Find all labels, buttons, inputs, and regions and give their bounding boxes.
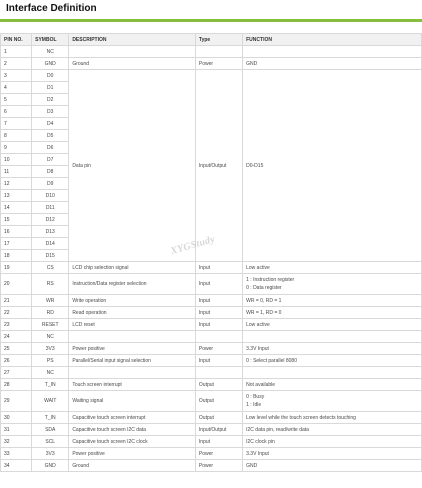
table-header: [1, 34, 422, 46]
pin-symbol: 3V3: [32, 448, 69, 460]
table-header-row: [1, 34, 422, 46]
pin-number: 4: [1, 82, 32, 94]
pin-number: 10: [1, 154, 32, 166]
pin-number: 31: [1, 424, 32, 436]
data-pin-type: Input/Output: [195, 70, 242, 262]
table-row: [1, 460, 422, 472]
pin-symbol: GND: [32, 58, 69, 70]
table-row: [1, 355, 422, 367]
pin-number: 5: [1, 94, 32, 106]
pin-symbol: D4: [32, 118, 69, 130]
data-pin-description: Data pin: [69, 70, 196, 262]
pin-symbol: D2: [32, 94, 69, 106]
pin-type: Input: [195, 262, 242, 274]
table-row: [1, 295, 422, 307]
pin-number: 28: [1, 379, 32, 391]
pin-type: Input: [195, 436, 242, 448]
pin-symbol: D5: [32, 130, 69, 142]
pin-number: 33: [1, 448, 32, 460]
pin-number: 7: [1, 118, 32, 130]
pin-type: Input: [195, 295, 242, 307]
pin-description: [69, 46, 196, 58]
header-function: FUNCTION: [243, 34, 422, 46]
pin-type: Output: [195, 412, 242, 424]
pin-description: Write operation: [69, 295, 196, 307]
pin-symbol: D3: [32, 106, 69, 118]
pin-symbol: D0: [32, 70, 69, 82]
table-row: [1, 343, 422, 355]
pin-symbol: WAIT: [32, 391, 69, 412]
pin-function: WR = 0, RD = 1: [243, 295, 422, 307]
pin-number: 25: [1, 343, 32, 355]
pin-number: 16: [1, 226, 32, 238]
data-pin-function: D0-D15: [243, 70, 422, 262]
pin-function: Low active: [243, 262, 422, 274]
pin-number: 14: [1, 202, 32, 214]
pin-symbol: NC: [32, 46, 69, 58]
pin-type: [195, 367, 242, 379]
pin-symbol: WR: [32, 295, 69, 307]
pin-number: 12: [1, 178, 32, 190]
pin-description: Read operation: [69, 307, 196, 319]
function-line: 0 : Data register: [246, 285, 282, 291]
table-row: [1, 262, 422, 274]
pin-function: 3.3V Input: [243, 343, 422, 355]
pin-symbol: D8: [32, 166, 69, 178]
pin-type: Output: [195, 391, 242, 412]
pin-type: Power: [195, 58, 242, 70]
pin-number: 30: [1, 412, 32, 424]
table-row: [1, 379, 422, 391]
table-row: [1, 319, 422, 331]
pin-symbol: D7: [32, 154, 69, 166]
page-title: Interface Definition: [6, 3, 97, 14]
pin-type: [195, 331, 242, 343]
pin-function: 0 : Select parallel 8080: [243, 355, 422, 367]
pin-symbol: D11: [32, 202, 69, 214]
table-row: [1, 448, 422, 460]
pin-type: Input: [195, 274, 242, 295]
table-row: [1, 70, 422, 82]
table-row: [1, 436, 422, 448]
pin-number: 3: [1, 70, 32, 82]
header-description: DESCRIPTION: [69, 34, 196, 46]
pin-number: 18: [1, 250, 32, 262]
pin-number: 29: [1, 391, 32, 412]
pin-number: 17: [1, 238, 32, 250]
pin-description: LCD chip selection signal: [69, 262, 196, 274]
pin-number: 32: [1, 436, 32, 448]
pin-function: Low level while the touch screen detects touching: [243, 412, 422, 424]
pin-description: Ground: [69, 460, 196, 472]
pin-number: 27: [1, 367, 32, 379]
pin-symbol: CS: [32, 262, 69, 274]
pin-description: Capacitive touch screen interrupt: [69, 412, 196, 424]
pin-number: 6: [1, 106, 32, 118]
pin-symbol: RESET: [32, 319, 69, 331]
table-row: [1, 424, 422, 436]
pin-number: 15: [1, 214, 32, 226]
table-row: [1, 367, 422, 379]
pin-description: Parallel/Serial input signal selection: [69, 355, 196, 367]
pin-number: 23: [1, 319, 32, 331]
pin-symbol: SDA: [32, 424, 69, 436]
pin-number: 8: [1, 130, 32, 142]
table-row: [1, 46, 422, 58]
header-symbol: SYMBOL: [32, 34, 69, 46]
pin-symbol: D6: [32, 142, 69, 154]
title-divider: [0, 19, 422, 22]
function-line: 1 : Idle: [246, 402, 262, 408]
pin-symbol: 3V3: [32, 343, 69, 355]
pin-function: Low active: [243, 319, 422, 331]
table-row: [1, 307, 422, 319]
pin-number: 26: [1, 355, 32, 367]
pin-symbol: D12: [32, 214, 69, 226]
pin-description: LCD reset: [69, 319, 196, 331]
pin-number: 20: [1, 274, 32, 295]
pin-type: Power: [195, 343, 242, 355]
pin-number: 9: [1, 142, 32, 154]
pin-type: Power: [195, 448, 242, 460]
pin-function: GND: [243, 460, 422, 472]
pin-symbol: T_IN: [32, 379, 69, 391]
pin-number: 11: [1, 166, 32, 178]
interface-definition-table: [0, 33, 422, 472]
pin-symbol: NC: [32, 331, 69, 343]
pin-number: 19: [1, 262, 32, 274]
pin-description: [69, 367, 196, 379]
pin-description: Instruction/Data register selection: [69, 274, 196, 295]
pin-function: [243, 367, 422, 379]
pin-symbol: SCL: [32, 436, 69, 448]
pin-number: 21: [1, 295, 32, 307]
pin-description: Capacitive touch screen I2C clock: [69, 436, 196, 448]
pin-type: Output: [195, 379, 242, 391]
pin-symbol: NC: [32, 367, 69, 379]
watermark-text: XYGStudy: [169, 233, 217, 258]
table-row: [1, 331, 422, 343]
pin-function: 3.3V Input: [243, 448, 422, 460]
pin-function: [243, 274, 422, 295]
pin-function: WR = 1, RD = 0: [243, 307, 422, 319]
pin-function: GND: [243, 58, 422, 70]
pin-function: Not available: [243, 379, 422, 391]
pin-symbol: PS: [32, 355, 69, 367]
pin-symbol: T_IN: [32, 412, 69, 424]
pin-type: Input: [195, 355, 242, 367]
pin-function: I2C clock pin: [243, 436, 422, 448]
pin-description: Power positive: [69, 448, 196, 460]
pin-number: 34: [1, 460, 32, 472]
pin-symbol: D14: [32, 238, 69, 250]
table-row: [1, 412, 422, 424]
table-row: [1, 58, 422, 70]
pin-type: [195, 46, 242, 58]
pin-symbol: GND: [32, 460, 69, 472]
pin-function: [243, 46, 422, 58]
pin-number: 2: [1, 58, 32, 70]
pin-number: 22: [1, 307, 32, 319]
pin-type: Power: [195, 460, 242, 472]
pin-symbol: RS: [32, 274, 69, 295]
header-type: Type: [195, 34, 242, 46]
pin-symbol: RD: [32, 307, 69, 319]
pin-description: Waiting signal: [69, 391, 196, 412]
pin-symbol: D1: [32, 82, 69, 94]
table-row: [1, 391, 422, 412]
pin-number: 24: [1, 331, 32, 343]
pin-description: [69, 331, 196, 343]
pin-description: Power positive: [69, 343, 196, 355]
pin-type: Input: [195, 319, 242, 331]
pin-description: Ground: [69, 58, 196, 70]
pin-description: Touch screen interrupt: [69, 379, 196, 391]
function-line: 1 : Instruction register: [246, 277, 295, 283]
pin-symbol: D9: [32, 178, 69, 190]
pin-symbol: D13: [32, 226, 69, 238]
pin-number: 1: [1, 46, 32, 58]
pin-description: Capacitive touch screen I2C data: [69, 424, 196, 436]
header-pin-no: PIN NO.: [1, 34, 32, 46]
pin-symbol: D15: [32, 250, 69, 262]
pin-function: I2C data pin, read/write data: [243, 424, 422, 436]
function-line: 0 : Busy: [246, 394, 265, 400]
pin-function: [243, 331, 422, 343]
pin-function: [243, 391, 422, 412]
table-body: [1, 46, 422, 472]
pin-number: 13: [1, 190, 32, 202]
pin-symbol: D10: [32, 190, 69, 202]
pin-type: Input: [195, 307, 242, 319]
table-row: [1, 274, 422, 295]
pin-type: Input/Output: [195, 424, 242, 436]
